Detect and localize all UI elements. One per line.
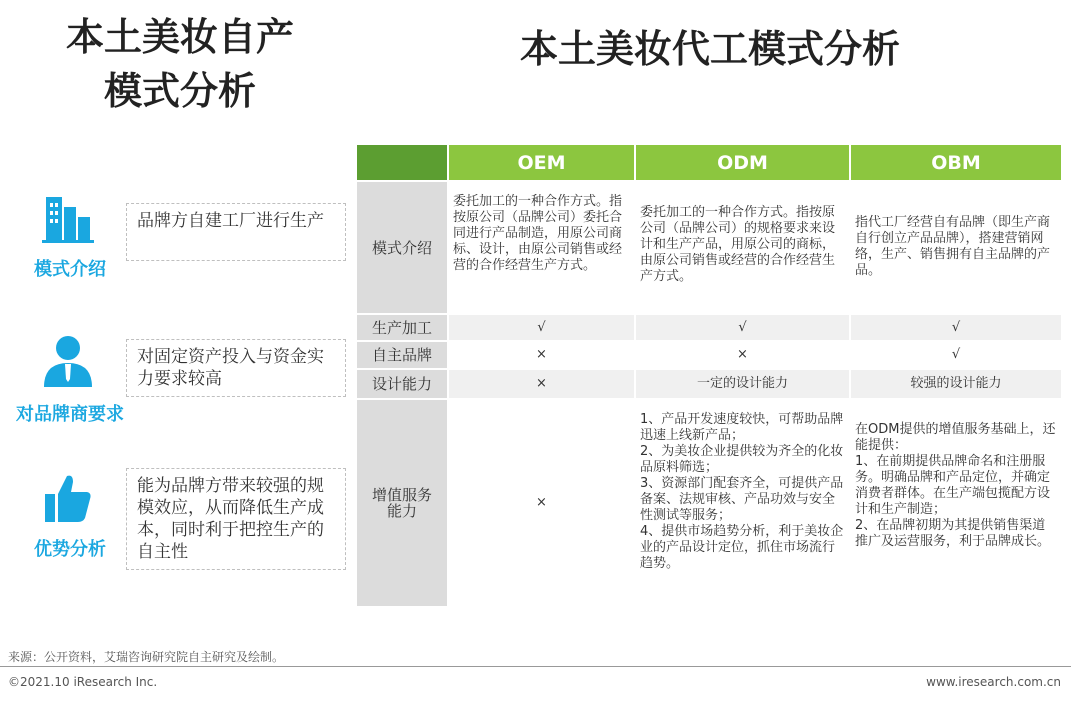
list-item: 在ODM提供的增值服务基础上，还能提供： bbox=[855, 422, 1056, 453]
list-item: 1、产品开发速度较快，可帮助品牌迅速上线新产品； bbox=[640, 412, 844, 443]
left-item-desc: 对固定资产投入与资金实力要求较高 bbox=[126, 339, 346, 397]
left-item-desc: 能为品牌方带来较强的规模效应，从而降低生产成本，同时利于把控生产的自主性 bbox=[126, 468, 346, 570]
cell-own-brand-oem: × bbox=[536, 347, 547, 362]
left-item-label: 对品牌商要求 bbox=[16, 404, 124, 425]
right-title: 本土美妆代工模式分析 bbox=[519, 27, 900, 71]
row-label-mode: 模式介绍 bbox=[357, 182, 447, 313]
row-label-value-added-line1: 增值服务 bbox=[371, 486, 432, 504]
person-icon bbox=[10, 335, 125, 391]
list-item: 2、在品牌初期为其提供销售渠道推广及运营服务，利于品牌成长。 bbox=[855, 518, 1051, 549]
left-item-desc: 品牌方自建工厂进行生产 bbox=[126, 203, 346, 261]
list-item: 4、提供市场趋势分析，利于美妆企业的产品设计定位，抓住市场流行趋势。 bbox=[640, 524, 844, 571]
building-icon bbox=[10, 195, 125, 247]
cell-design-odm: 一定的设计能力 bbox=[636, 370, 849, 398]
column-header-obm: OBM bbox=[851, 145, 1061, 180]
left-item-brand-requirement bbox=[10, 335, 350, 430]
column-header-oem: OEM bbox=[449, 145, 634, 180]
footer-divider bbox=[0, 666, 1071, 667]
cell-design-oem: × bbox=[449, 370, 634, 398]
cell-production-odm: √ bbox=[636, 315, 849, 340]
comparison-table bbox=[357, 145, 1061, 606]
cell-production-oem: √ bbox=[449, 315, 634, 340]
left-title bbox=[30, 10, 330, 118]
row-label-value-added bbox=[357, 400, 447, 606]
row-label-value-added-line2: 能力 bbox=[386, 502, 417, 520]
list-item: 2、为美妆企业提供较为齐全的化妆品原料筛选； bbox=[640, 444, 844, 475]
list-item: 3、资源部门配套齐全，可提供产品备案、法规审核、产品功效与安全性测试等服务； bbox=[640, 476, 844, 523]
left-title-line2: 模式分析 bbox=[103, 69, 256, 113]
copyright: ©2021.10 iResearch Inc. bbox=[8, 675, 158, 689]
left-title-line1: 本土美妆自产 bbox=[65, 15, 294, 59]
cell-value-added-obm bbox=[851, 420, 1061, 552]
column-header-odm: ODM bbox=[636, 145, 849, 180]
cell-value-added-oem: × bbox=[536, 495, 547, 510]
left-item-mode bbox=[10, 195, 350, 285]
cell-own-brand-odm: × bbox=[737, 347, 748, 362]
cell-design-obm: 较强的设计能力 bbox=[851, 370, 1061, 398]
row-label-own-brand: 自主品牌 bbox=[357, 342, 447, 368]
left-item-label: 优势分析 bbox=[34, 539, 106, 560]
cell-mode-oem: 委托加工的一种合作方式。指按原公司（品牌公司）委托合同进行产品制造，用原公司商标、设计，由原公司销售或经营的合作经营生产方式。 bbox=[453, 194, 623, 273]
left-item-label: 模式介绍 bbox=[34, 259, 106, 280]
thumbs-up-icon bbox=[10, 472, 125, 528]
source-note: 来源：公开资料，艾瑞咨询研究院自主研究及绘制。 bbox=[8, 650, 285, 664]
cell-production-obm: √ bbox=[851, 315, 1061, 340]
website-link[interactable]: www.iresearch.com.cn bbox=[926, 675, 1061, 689]
cell-value-added-odm bbox=[636, 410, 849, 574]
cell-mode-odm: 委托加工的一种合作方式。指按原公司（品牌公司）的规格要求来设计和生产产品，用原公司的商标，由原公司销售或经营的合作经营生产方式。 bbox=[640, 205, 836, 284]
table-corner bbox=[357, 145, 447, 180]
row-label-production: 生产加工 bbox=[357, 315, 447, 340]
row-label-design: 设计能力 bbox=[357, 370, 447, 398]
left-item-advantage bbox=[10, 468, 350, 578]
cell-mode-obm: 指代工厂经营自有品牌（即生产商自行创立产品品牌），搭建营销网络，生产、销售拥有自主品牌的产品。 bbox=[855, 215, 1051, 278]
list-item: 1、在前期提供品牌命名和注册服务。明确品牌和产品定位，并确定消费者群体。在生产端包揽配方设计和生产制造； bbox=[855, 454, 1051, 517]
cell-own-brand-obm: √ bbox=[951, 347, 961, 362]
